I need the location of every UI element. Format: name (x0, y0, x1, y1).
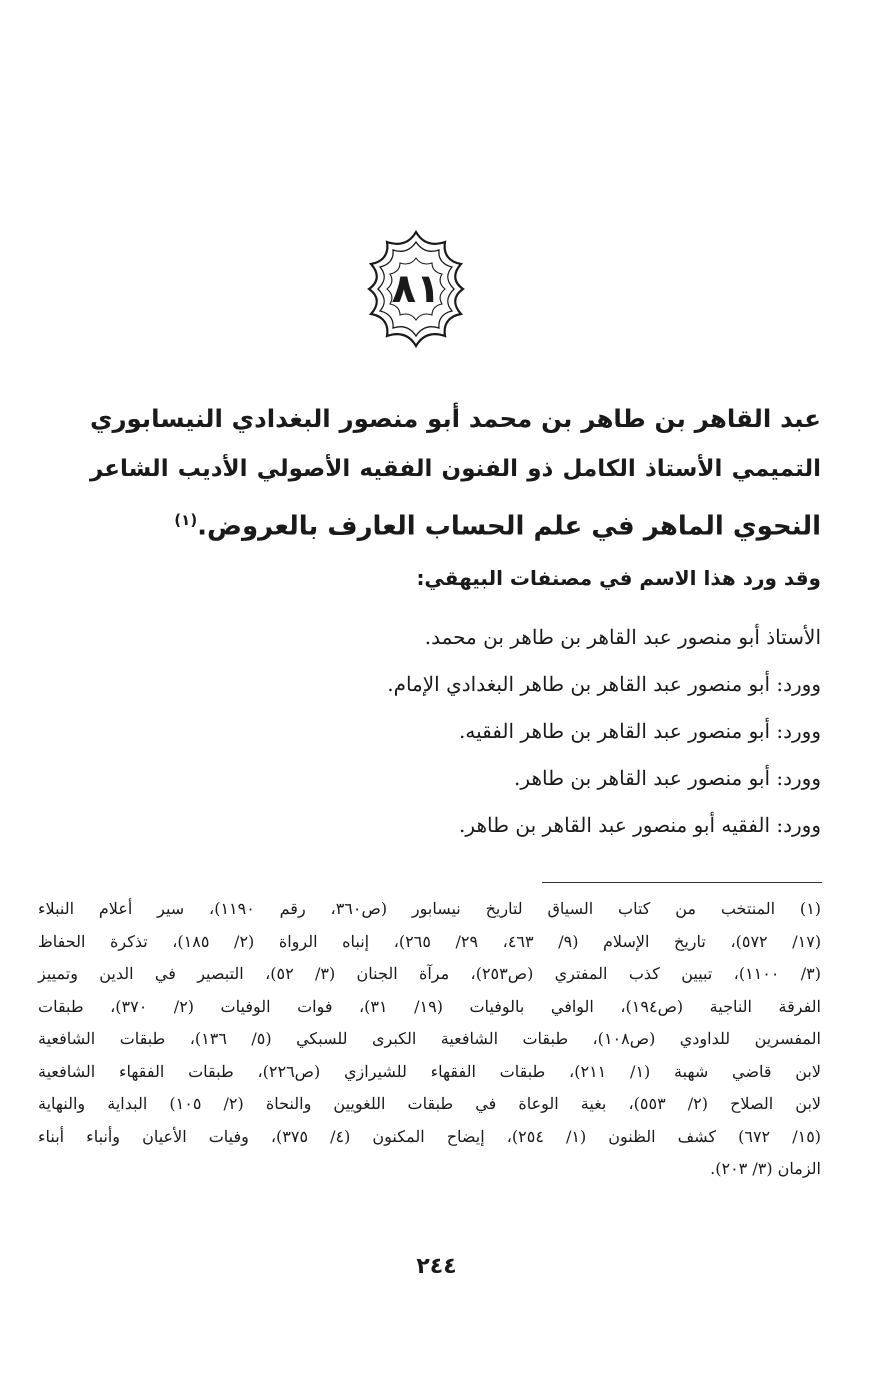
footnote-line: (١٥/ ٦٧٢) كشف الظنون (١/ ٢٥٤)، إيضاح المكنون (٤/ ٣٧٥)، وفيات الأعيان وأنباء أبناء (38, 1126, 822, 1146)
heading-line: عبد القاهر بن طاهر بن محمد أبو منصور البغدادي النيسابوري (90, 404, 821, 433)
footnote-marker[interactable]: (١) (174, 511, 198, 529)
footnote-line: المفسرين للداودي (ص١٠٨)، طبقات الشافعية الكبرى للسبكي (٥/ ١٣٦)، طبقات الشافعية (38, 1029, 822, 1048)
page-number: ٢٤٤ (416, 1254, 457, 1279)
list-item: وورد: أبو منصور عبد القاهر بن طاهر الفقيه. (459, 719, 821, 743)
footnote-divider (542, 882, 822, 883)
list-item: الأستاذ أبو منصور عبد القاهر بن طاهر بن محمد. (424, 625, 821, 649)
footnote-line: الفرقة الناجية (ص١٩٤)، الوافي بالوفيات (١٩/ ٣١)، فوات الوفيات (٢/ ٣٧٠)، طبقات (38, 996, 821, 1016)
list-item: وورد: أبو منصور عبد القاهر بن طاهر البغدادي الإمام. (387, 672, 821, 696)
entry-number-emblem (353, 226, 479, 352)
entry-number: ٨١ (391, 266, 441, 312)
footnote-line: لابن الصلاح (٢/ ٥٥٣)، بغية الوعاة في طبقات اللغويين والنحاة (٢/ ١٠٥) البداية والنهاية (38, 1094, 822, 1113)
section-subheading: وقد ورد هذا الاسم في مصنفات البيهقي: (416, 566, 821, 590)
footnote-line: (١) المنتخب من كتاب السياق لتاريخ نيسابور (ص٣٦٠، رقم ١١٩٠)، سير أعلام النبلاء (38, 899, 822, 918)
footnote-line: الزمان (٣/ ٢٠٣). (710, 1159, 821, 1178)
entry-heading (90, 393, 821, 553)
list-item: وورد: أبو منصور عبد القاهر بن طاهر. (514, 766, 821, 790)
footnote-line: لابن قاضي شهبة (١/ ٢١١)، طبقات الفقهاء للشيرازي (ص٢٢٦)، طبقات الفقهاء الشافعية (38, 1061, 822, 1081)
heading-line: التميمي الأستاذ الكامل ذو الفنون الفقيه الأصولي الأديب الشاعر (90, 456, 821, 482)
footnote (38, 893, 821, 1186)
list-item: وورد: الفقيه أبو منصور عبد القاهر بن طاهر. (459, 813, 821, 837)
name-variants-list (387, 614, 821, 849)
heading-line-text: النحوي الماهر في علم الحساب العارف بالعروض. (197, 511, 821, 542)
heading-line-last (90, 495, 821, 553)
footnote-line: (٣/ ١١٠٠)، تبيين كذب المفتري (ص٢٥٣)، مرآة الجنان (٣/ ٥٢)، التبصير في الدين وتمييز (38, 964, 822, 983)
footnote-line: (١٧/ ٥٧٢)، تاريخ الإسلام (٩/ ٤٦٣، ٢٩/ ٢٦٥)، إنباه الرواة (٢/ ١٨٥)، تذكرة الحفاظ (38, 931, 822, 951)
